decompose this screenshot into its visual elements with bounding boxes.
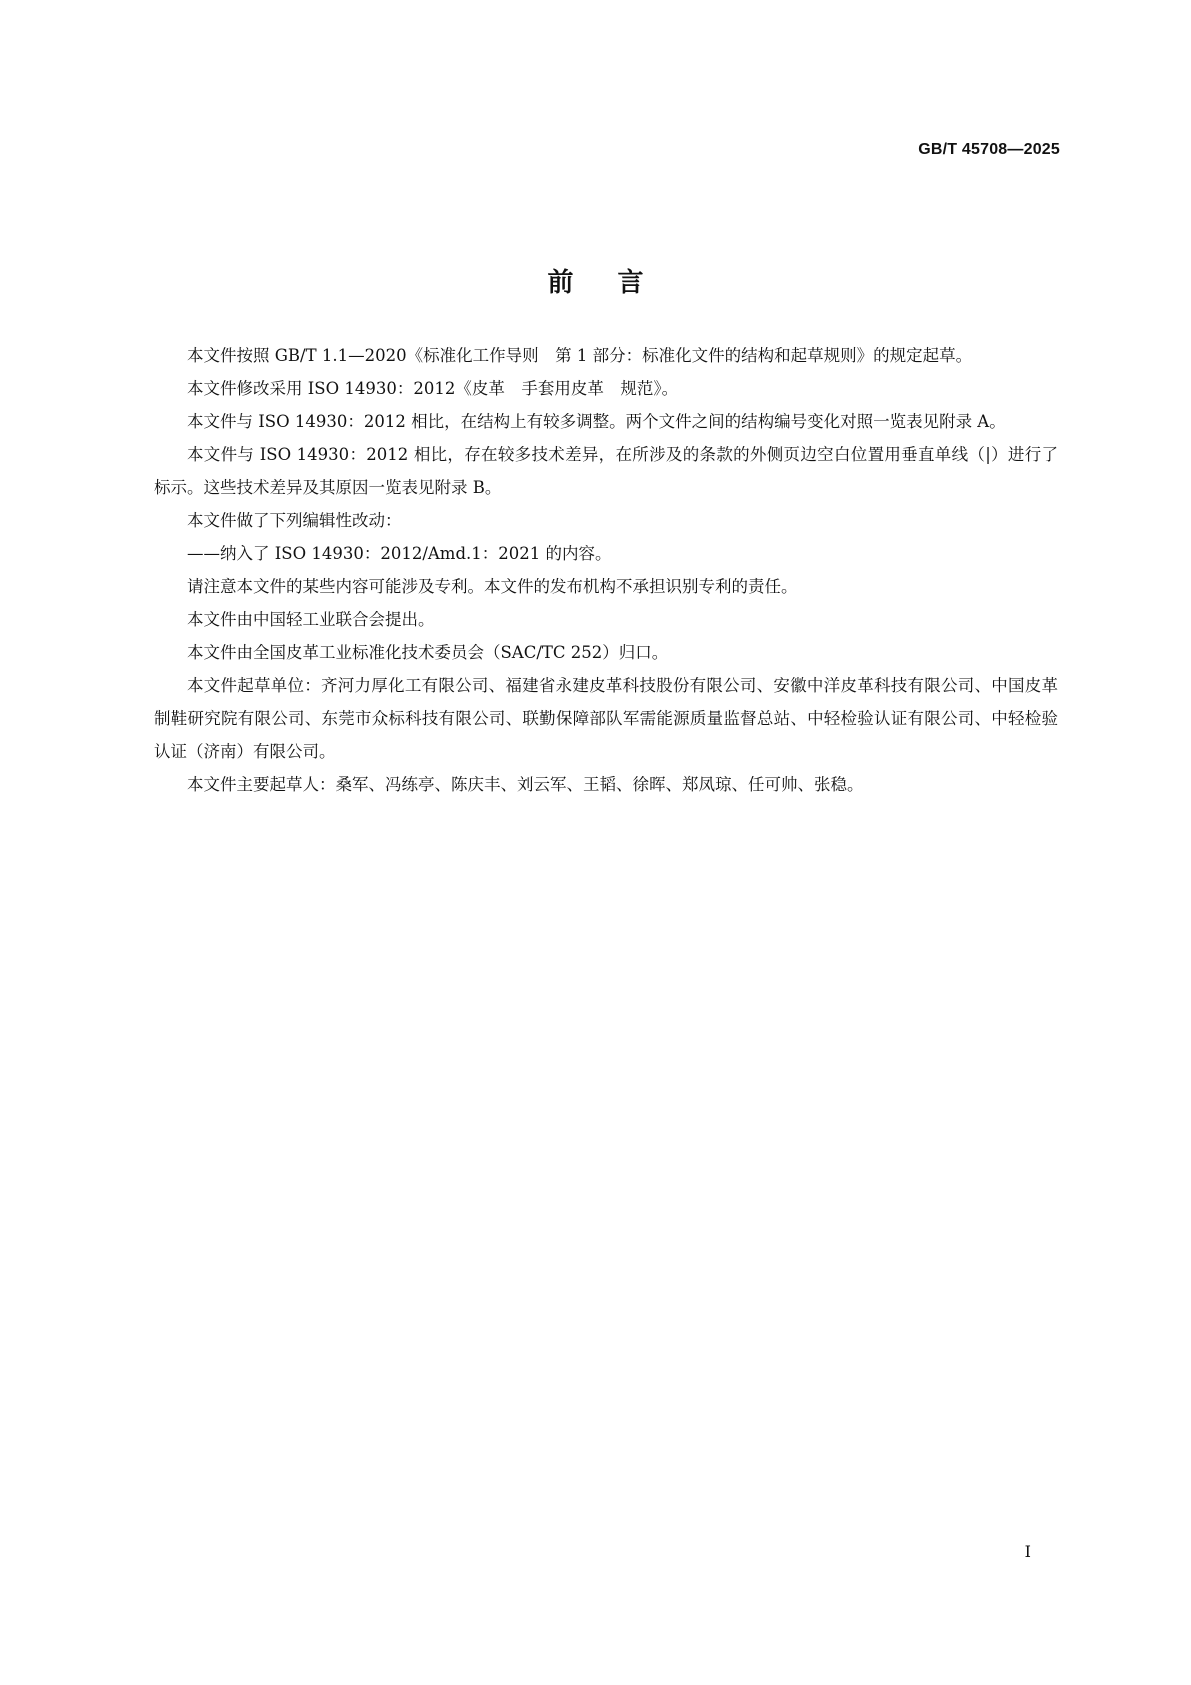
page-number: I bbox=[1024, 1542, 1031, 1561]
standard-code: GB/T 45708—2025 bbox=[918, 141, 1060, 158]
paragraph-patent-notice: 请注意本文件的某些内容可能涉及专利。本文件的发布机构不承担识别专利的责任。 bbox=[187, 577, 798, 596]
paragraph-editorial-changes-intro: 本文件做了下列编辑性改动： bbox=[187, 511, 402, 530]
paragraph-technical-differences: 本文件与 ISO 14930：2012 相比，存在较多技术差异，在所涉及的条款的外侧页边空白位置用垂直单线（|）进行了标示。这些技术差异及其原因一览表见附录 B。 bbox=[154, 445, 1058, 497]
paragraph-structure-changes: 本文件与 ISO 14930：2012 相比，在结构上有较多调整。两个文件之间的结构编号变化对照一览表见附录 A。 bbox=[187, 412, 1006, 431]
paragraph-adoption: 本文件修改采用 ISO 14930：2012《皮革 手套用皮革 规范》。 bbox=[187, 379, 679, 398]
paragraph-main-drafters: 本文件主要起草人：桑军、冯练亭、陈庆丰、刘云军、王韬、徐晖、郑凤琼、任可帅、张稳。 bbox=[187, 775, 864, 794]
paragraph-administration: 本文件由全国皮革工业标准化技术委员会（SAC/TC 252）归口。 bbox=[187, 643, 669, 662]
paragraph-drafting-units: 本文件起草单位：齐河力厚化工有限公司、福建省永建皮革科技股份有限公司、安徽中洋皮革科技有限公司、中国皮革制鞋研究院有限公司、东莞市众标科技有限公司、联勤保障部队军需能源质量监督总站、中轻检验认证有限公司、中轻检验认证（济南）有限公司。 bbox=[154, 676, 1058, 761]
paragraph-editorial-change-item: ——纳入了 ISO 14930：2012/Amd.1：2021 的内容。 bbox=[187, 544, 612, 563]
page-title: 前言 bbox=[547, 268, 688, 299]
preface-content bbox=[154, 339, 1058, 801]
paragraph-proposer: 本文件由中国轻工业联合会提出。 bbox=[187, 610, 435, 629]
paragraph-drafting-basis: 本文件按照 GB/T 1.1—2020《标准化工作导则 第 1 部分：标准化文件的结构和起草规则》的规定起草。 bbox=[187, 346, 973, 365]
